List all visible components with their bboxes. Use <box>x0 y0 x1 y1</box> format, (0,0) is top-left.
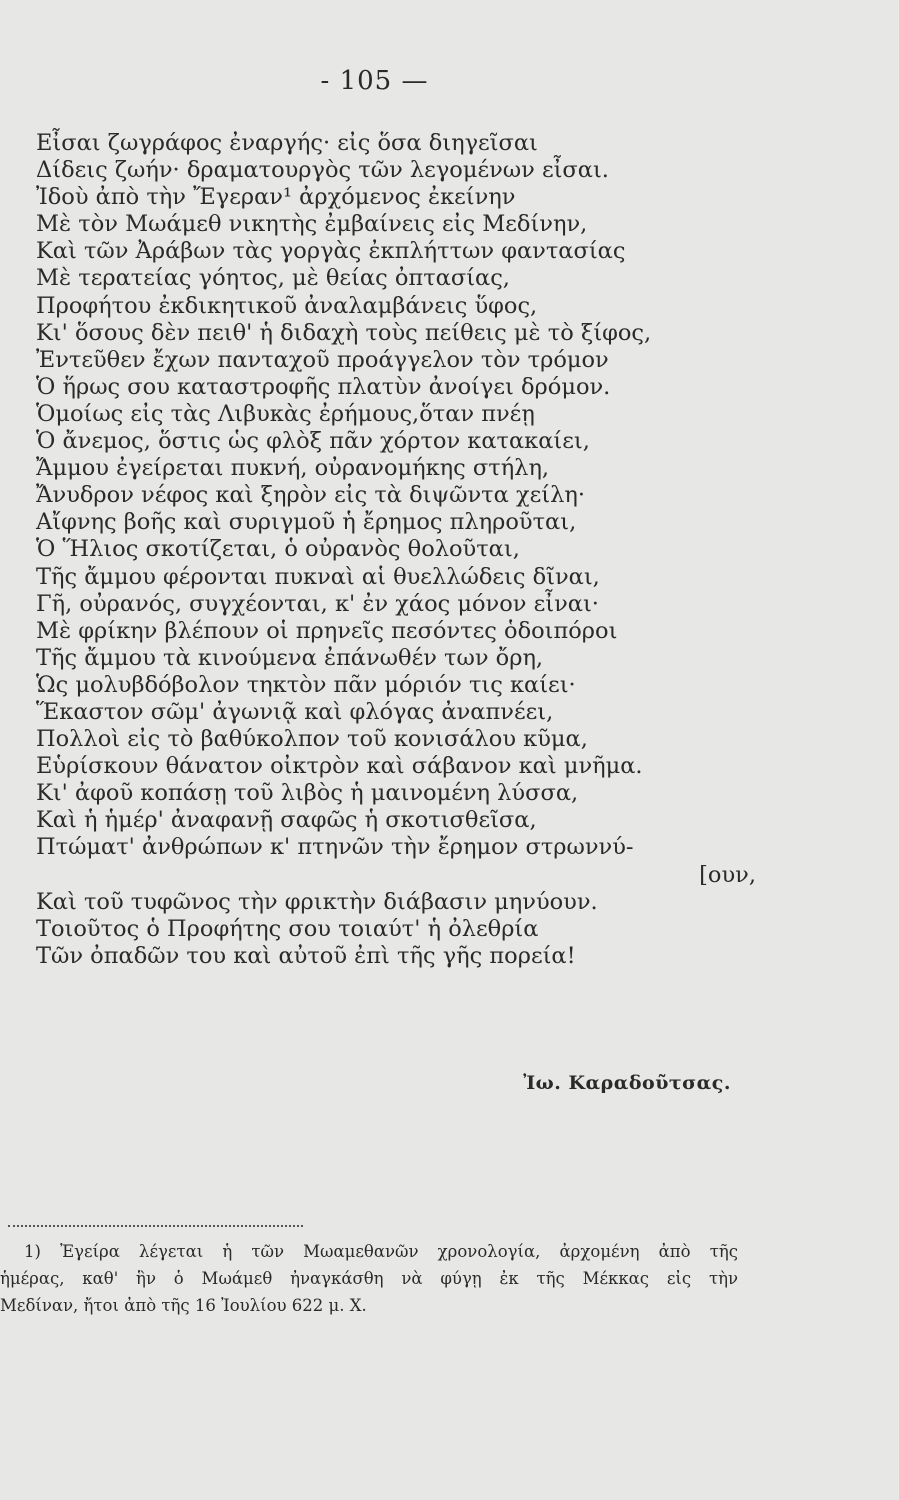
poem-line: Γῆ, οὐρανός, συγχέονται, κ' ἐν χάος μόνον εἶναι· <box>36 590 599 617</box>
poem-line: Ἕκαστον σῶμ' ἀγωνιᾷ καὶ φλόγας ἀναπνέει, <box>36 698 554 725</box>
poem-line: Εὑρίσκουν θάνατον οἰκτρὸν καὶ σάβανον καὶ μνῆμα. <box>36 753 643 780</box>
poem-line: Καὶ τῶν Ἀράβων τὰς γοργὰς ἐκπλήττων φαντασίας <box>36 238 626 265</box>
poem-line: Δίδεις ζωήν· δραματουργὸς τῶν λεγομένων εἶσαι. <box>36 157 609 184</box>
poem-line: Καὶ τοῦ τυφῶνος τὴν φρικτὴν διάβασιν μηνύουν. <box>36 888 598 915</box>
page-number: - 105 — <box>320 66 429 96</box>
poem-line: Καὶ ἡ ἡμέρ' ἀναφανῇ σαφῶς ἡ σκοτισθεῖσα, <box>36 807 537 834</box>
poem-line: Μὲ φρίκην βλέπουν οἱ πρηνεῖς πεσόντες ὁδοιπόροι <box>36 617 618 644</box>
poem-line: Τῆς ἄμμου φέρονται πυκναὶ αἱ θυελλώδεις δῖναι, <box>36 563 600 590</box>
footnote-line: ἡμέρας, καθ' ἣν ὁ Μωάμεθ ἠναγκάσθη νὰ φύγῃ ἐκ τῆς Μέκκας εἰς τὴν <box>0 1269 738 1288</box>
footnotes <box>0 1238 738 1319</box>
footnote-line: 1) Ἐγείρα λέγεται ἡ τῶν Μωαμεθανῶν χρονολογία, ἀρχομένη ἀπὸ τῆς <box>24 1242 738 1261</box>
poem-line: Μὲ τερατείας γόητος, μὲ θείας ὀπτασίας, <box>36 265 510 292</box>
poem-line: Κι' ἀφοῦ κοπάσῃ τοῦ λιβὸς ἡ μαινομένη λύσσα, <box>36 780 579 807</box>
poem-line: Τοιοῦτος ὁ Προφήτης σου τοιαύτ' ἡ ὀλεθρία <box>36 915 539 942</box>
poem-line: Τῆς ἄμμου τὰ κινούμενα ἐπάνωθέν των ὄρη, <box>36 644 544 671</box>
poem-line: Μὲ τὸν Μωάμεθ νικητὴς ἐμβαίνεις εἰς Μεδίνην, <box>36 211 588 238</box>
footnote-line: Μεδίναν, ἤτοι ἀπὸ τῆς 16 Ἰουλίου 622 μ. Χ. <box>0 1296 367 1315</box>
poem-line: Προφήτου ἐκδικητικοῦ ἀναλαμβάνεις ὕφος, <box>36 292 538 319</box>
poem-line: Ἰδοὺ ἀπὸ τὴν Ἔγεραν¹ ἀρχόμενος ἐκείνην <box>36 184 516 211</box>
poem-line: Ὁ ἥρως σου καταστροφῆς πλατὺν ἀνοίγει δρόμον. <box>36 373 611 400</box>
poem <box>36 130 756 970</box>
poem-line-continuation: [ουν, <box>699 861 756 888</box>
poem-line: Ὡς μολυβδόβολον τηκτὸν πᾶν μόριόν τις καίει· <box>36 671 576 698</box>
footnote-divider <box>8 1225 303 1227</box>
author-signature: Ἰω. Καραδοῦτσας. <box>523 1072 731 1094</box>
poem-line: Ἄνυδρον νέφος καὶ ξηρὸν εἰς τὰ διψῶντα χείλη· <box>36 482 585 509</box>
poem-line: Κι' ὅσους δὲν πειθ' ἡ διδαχὴ τοὺς πείθεις μὲ τὸ ξίφος, <box>36 319 652 346</box>
poem-line: Εἶσαι ζωγράφος ἐναργής· εἰς ὅσα διηγεῖσαι <box>36 130 538 156</box>
poem-line: Αἴφνης βοῆς καὶ συριγμοῦ ἡ ἔρημος πληροῦται, <box>36 509 577 536</box>
poem-line: Ἐντεῦθεν ἔχων πανταχοῦ προάγγελον τὸν τρόμον <box>36 346 609 373</box>
poem-line: Τῶν ὀπαδῶν του καὶ αὐτοῦ ἐπὶ τῆς γῆς πορεία! <box>36 942 576 969</box>
poem-line: Πολλοὶ εἰς τὸ βαθύκολπον τοῦ κονισάλου κῦμα, <box>36 726 588 753</box>
poem-line: Ὁ ἄνεμος, ὅστις ὡς φλὸξ πᾶν χόρτον κατακαίει, <box>36 428 590 455</box>
poem-line: Ἄμμου ἐγείρεται πυκνή, οὐρανομήκης στήλη, <box>36 455 550 482</box>
poem-line: Πτώματ' ἀνθρώπων κ' πτηνῶν τὴν ἔρημον στρωννύ- <box>36 834 634 861</box>
poem-line: Ὁ Ἥλιος σκοτίζεται, ὁ οὐρανὸς θολοῦται, <box>36 536 520 563</box>
poem-line: Ὁμοίως εἰς τὰς Λιβυκὰς ἐρήμους,ὅταν πνέῃ <box>36 400 535 427</box>
